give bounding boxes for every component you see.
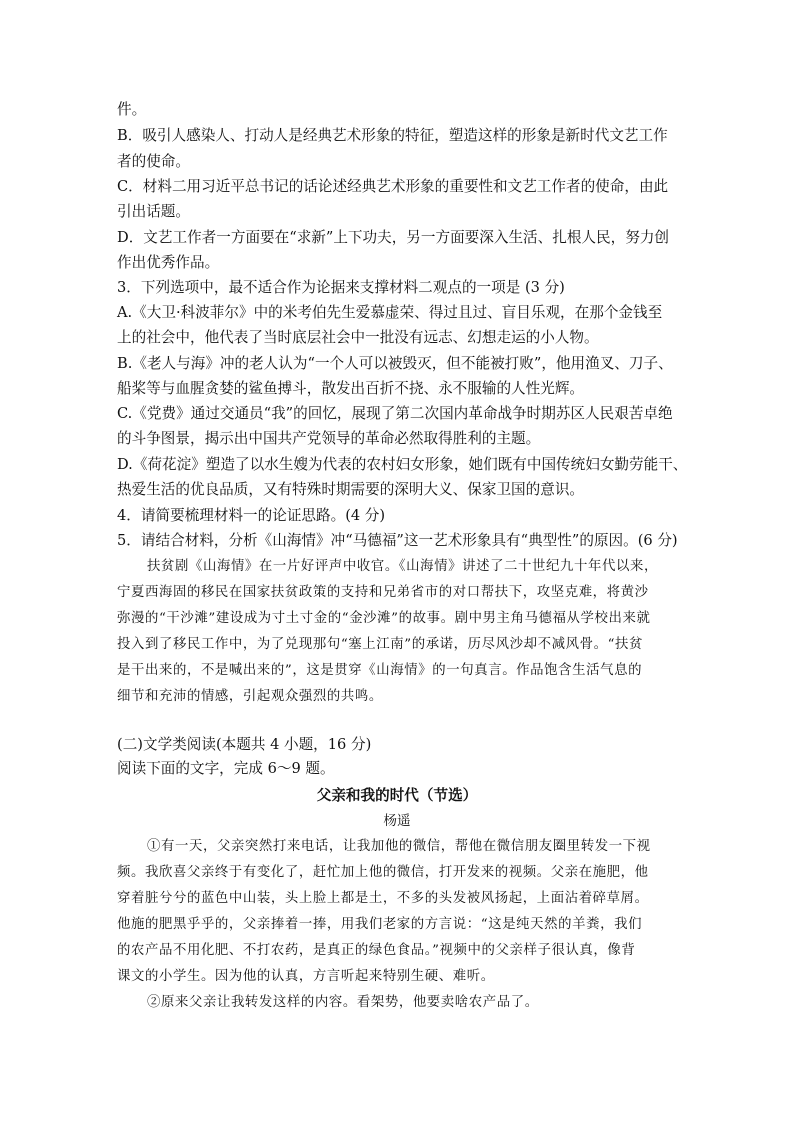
option-b-text: B．吸引人感染人、打动人是经典艺术形象的特征，塑造这样的形象是新时代文艺工作 (117, 127, 668, 144)
section-heading: (二)文学类阅读(本题共 4 小题，16 分) (117, 736, 372, 753)
excerpt-line: 弥漫的“干沙滩”建设成为寸土寸金的“金沙滩”的故事。剧中男主角马德福从学校出来就 (117, 611, 651, 626)
option-c-text: C．材料二用习近平总书记的话论述经典艺术形象的重要性和文艺工作者的使命，由此 (117, 178, 669, 195)
text-line: 的斗争图景，揭示出中国共产党领导的革命必然取得胜利的主题。 (117, 430, 541, 447)
option-d-text: D．文艺工作者一方面要在“求新”上下功夫，另一方面要深入生活、扎根人民，努力创 (117, 229, 670, 246)
story-title: 父亲和我的时代（节选） (316, 787, 478, 804)
question-5: 5．请结合材料，分析《山海情》冲“马德福”这一艺术形象具有“典型性”的原因。(6 分) (117, 532, 678, 549)
question-4: 4．请简要梳理材料一的论证思路。(4 分) (117, 507, 386, 524)
story-author: 杨遥 (383, 813, 411, 829)
story-paragraph-line: 频。我欣喜父亲终于有变化了，赶忙加上他的微信，打开发来的视频。父亲在施肥，他 (117, 865, 649, 880)
text-line: 作出优秀作品。 (117, 254, 220, 271)
text-line: 者的使命。 (117, 153, 190, 170)
q3-option-b: B.《老人与海》冲的老人认为“一个人可以被毁灭，但不能被打败”，他用渔叉、刀子、 (117, 355, 673, 372)
text-line: 引出话题。 (117, 203, 190, 220)
story-paragraph-line: 穿着脏兮兮的蓝色中山装，头上脸上都是土，不多的头发被风扬起，上面沾着碎草屑。 (117, 891, 649, 906)
question-3: 3．下列选项中，最不适合作为论据来支撑材料二观点的一项是 (3 分) (117, 279, 565, 296)
section-instruction: 阅读下面的文字，完成 6～9 题。 (117, 760, 335, 777)
text-line: 热爱生活的优良品质，又有特殊时期需要的深明大义、保家卫国的意识。 (117, 481, 585, 498)
excerpt-line: 宁夏西海固的移民在国家扶贫政策的支持和兄弟省市的对口帮扶下，攻坚克难，将黄沙 (117, 585, 649, 600)
story-paragraph-line: 他施的肥黑乎乎的，父亲捧着一捧，用我们老家的方言说：“这是纯天然的羊粪，我们 (117, 917, 643, 932)
q3-option-a: A.《大卫·科波菲尔》中的米考伯先生爱慕虚荣、得过且过、盲目乐观，在那个金钱至 (117, 304, 663, 321)
story-paragraph-line: ①有一天，父亲突然打来电话，让我加他的微信，帮他在微信朋友圈里转发一下视 (147, 839, 651, 854)
excerpt-line: 扶贫剧《山海情》在一片好评声中收官。《山海情》讲述了二十世纪九十年代以来， (147, 559, 658, 574)
excerpt-line: 细节和充沛的情感，引起观众强烈的共鸣。 (117, 689, 383, 704)
story-paragraph-line: 课文的小学生。因为他的认真，方言听起来特别生硬、难听。 (117, 969, 495, 984)
text-line: 船桨等与血腥贪婪的鲨鱼搏斗，散发出百折不挠、永不服输的人性光辉。 (117, 380, 585, 397)
story-paragraph-line: 的农产品不用化肥、不打农药，是真正的绿色食品。”视频中的父亲样子很认真，像背 (117, 943, 636, 958)
q3-option-d: D.《荷花淀》塑造了以水生嫂为代表的农村妇女形象，她们既有中国传统妇女勤劳能干、 (117, 456, 688, 473)
story-paragraph-line: ②原来父亲让我转发这样的内容。看架势，他要卖啥农产品了。 (147, 995, 539, 1010)
q3-option-c: C.《党费》通过交通员“我”的回忆，展现了第二次国内革命战争时期苏区人民艰苦卓绝 (117, 405, 673, 422)
text-line: 上的社会中，他代表了当时底层社会中一批没有远志、幻想走运的小人物。 (117, 329, 599, 346)
excerpt-line: 是干出来的，不是喊出来的”，这是贯穿《山海情》的一句真言。作品饱含生活气息的 (117, 663, 643, 678)
excerpt-line: 投入到了移民工作中，为了兑现那句“塞上江南”的承诺，历尽风沙却不减风骨。“扶贫 (117, 637, 643, 652)
text-line: 件。 (117, 101, 147, 118)
